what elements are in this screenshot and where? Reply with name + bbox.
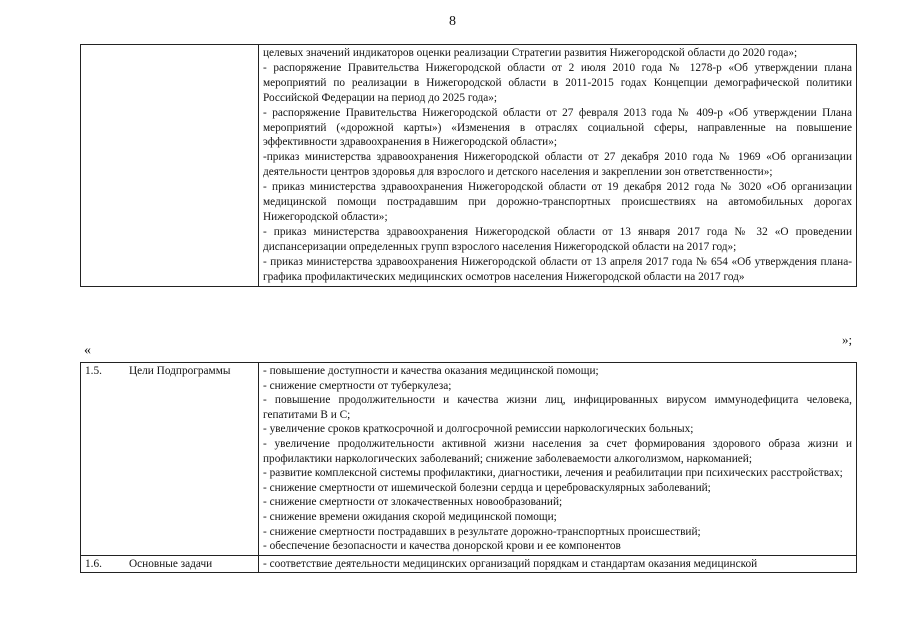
legal-basis-cell [259, 45, 857, 287]
opening-quote: « [84, 343, 91, 358]
goal-item: - снижение смертности пострадавших в результате дорожно-транспортных происшествий; [263, 525, 701, 538]
legal-document-item: - распоряжение Правительства Нижегородской области от 2 июля 2010 года № 1278-р «Об утверждении плана мероприятий по реализации в Нижегородской области в 2011-2015 годах Концепции демографической политики Российской Федерации на период до 2025 года»; [263, 61, 852, 104]
goal-item: - снижение времени ожидания скорой медицинской помощи; [263, 510, 557, 523]
task-item: - соответствие деятельности медицинских организаций порядкам и стандартам оказания медицинской [263, 557, 758, 570]
row-number: 1.6. [85, 557, 102, 570]
legal-document-item: - приказ министерства здравоохранения Нижегородской области от 19 декабря 2012 года № 3020 «Об организации медицинской помощи пострадавшим при дорожно-транспортных происшествиях на автомобильных дорогах Нижегородской области»; [263, 181, 852, 223]
table-row [81, 363, 857, 556]
row-label: Цели Подпрограммы [129, 365, 231, 377]
goal-item: - повышение доступности и качества оказания медицинской помощи; [263, 365, 599, 377]
row-label-cell [81, 363, 259, 556]
legal-basis-table-continuation [80, 44, 857, 287]
row-number: 1.5. [85, 365, 102, 377]
row-label-cell [81, 555, 259, 573]
table-row [81, 555, 857, 573]
goal-item: - снижение смертности от злокачественных новообразований; [263, 496, 563, 509]
goal-item: - увеличение продолжительности активной жизни населения за счет формирования здорового образа жизни и профилактики наркологических заболеваний; снижение заболеваемости алкоголизмом, наркоманией; [263, 437, 852, 465]
legal-document-item: - приказ министерства здравоохранения Нижегородской области от 13 января 2017 года № 32 «О проведении диспансеризации определенных групп взрослого населения Нижегородской области на 2017 год»; [263, 225, 852, 253]
goal-item: - увеличение сроков краткосрочной и долгосрочной ремиссии наркологических больных; [263, 423, 694, 436]
goal-item: - снижение смертности от туберкулеза; [263, 379, 452, 392]
goal-item: - развитие комплексной системы профилактики, диагностики, лечения и реабилитации при психических расстройствах; [263, 467, 843, 480]
page-number: 8 [449, 14, 456, 29]
legal-document-item: целевых значений индикаторов оценки реализации Стратегии развития Нижегородской области до 2020 года»; [263, 47, 798, 59]
legal-document-item: - распоряжение Правительства Нижегородской области от 27 февраля 2013 года № 409-р «Об утверждении Плана мероприятий («дорожной карты») «Изменения в отраслях социальной сферы, направленные на повышение эффективности здравоохранения в Нижегородской области»; [263, 106, 852, 149]
closing-quote: »; [842, 332, 853, 347]
goals-cell [259, 363, 857, 556]
legal-document-item: -приказ министерства здравоохранения Нижегородской области от 27 декабря 2010 года № 1969 «Об организации деятельности центров здоровья для взрослого и детского населения и закреплении зон ответственности»; [263, 151, 852, 179]
row-label: Основные задачи [129, 557, 213, 570]
goal-item: - повышение продолжительности и качества жизни лиц, инфицированных вирусом иммунодефицита человека, гепатитами В и С; [263, 394, 852, 421]
goal-item: - снижение смертности от ишемической болезни сердца и цереброваскулярных заболеваний; [263, 481, 711, 494]
tasks-cell [259, 555, 857, 573]
legal-document-item: - приказ министерства здравоохранения Нижегородской области от 13 апреля 2017 года № 654 «Об утверждения плана-графика профилактических медицинских осмотров населения Нижегородской области на 2017 год» [263, 255, 852, 283]
goal-item: - обеспечение безопасности и качества донорской крови и ее компонентов [263, 540, 621, 553]
table-row [81, 45, 857, 287]
subprogram-passport-table [80, 362, 857, 573]
empty-label-cell [81, 45, 259, 287]
